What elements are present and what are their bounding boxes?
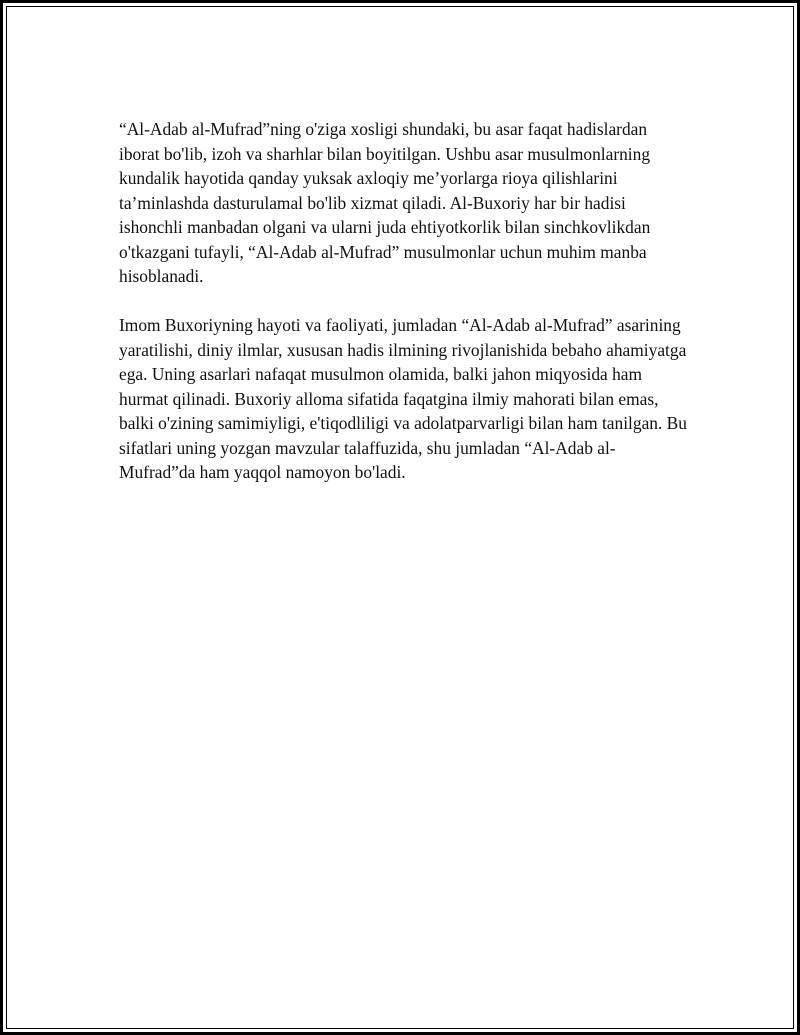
paragraph-2: Imom Buxoriyning hayoti va faoliyati, jumladan “Al-Adab al-Mufrad” asarining yaratilishi, diniy ilmlar, xususan hadis ilmining rivojlanishida bebaho ahamiyatga ega. Uning asarlari nafaqat musulmon olamida, balki jahon miqyosida ham hurmat qilinadi. Buxoriy alloma sifatida faqatgina ilmiy mahorati bilan emas, balki o'zining samimiyligi, e'tiqodliligi va adolatparvarligi bilan ham tanilgan. Bu sifatlari uning yozgan mavzular talaffuzida, shu jumladan “Al-Adab al-Mufrad”da ham yaqqol namoyon bo'ladi.: [119, 315, 687, 482]
paragraph-1: “Al-Adab al-Mufrad”ning o'ziga xosligi shundaki, bu asar faqat hadislardan iborat bo'lib, izoh va sharhlar bilan boyitilgan. Ushbu asar musulmonlarning kundalik hayotida qanday yuksak axloqiy me’yorlarga rioya qilishlarini ta’minlashda dasturulamal bo'lib xizmat qiladi. Al-Buxoriy har bir hadisi ishonchli manbadan olgani va ularni juda ehtiyotkorlik bilan sinchkovlikdan o'tkazgani tufayli, “Al-Adab al-Mufrad” musulmonlar uchun muhim manba hisoblanadi.: [119, 119, 651, 286]
document-body: [119, 117, 689, 509]
